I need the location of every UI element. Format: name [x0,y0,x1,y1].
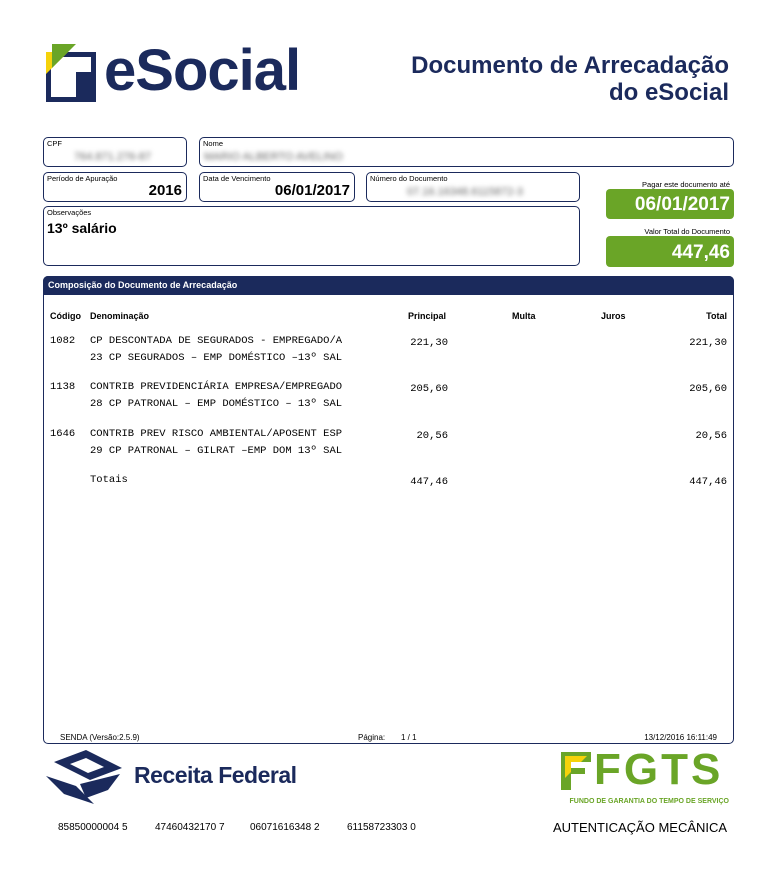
esocial-logo-icon [46,44,100,102]
barcode-number-4: 61158723303 0 [347,822,416,833]
fgts-subtitle: FUNDO DE GARANTIA DO TEMPO DE SERVIÇO [569,798,729,805]
cpf-box [43,137,187,167]
timestamp: 13/12/2016 16:11:49 [644,733,717,742]
row-denominacao-2: 23 CP SEGURADOS – EMP DOMÉSTICO –13º SAL [90,352,343,364]
barcode-number-2: 47460432170 7 [155,822,225,833]
cpf-label: CPF [47,139,62,148]
numero-value: 07.16.16348.6115872-3 [407,186,524,198]
row-principal: 20,56 [416,430,448,442]
document-title [411,52,729,106]
document-title-line1: Documento de Arrecadação [411,52,729,79]
col-total: Total [706,311,727,321]
fgts-text: FGTS [594,745,724,794]
periodo-label: Período de Apuração [47,174,118,183]
col-multa: Multa [512,311,536,321]
barcode-number-3: 06071616348 2 [250,822,320,833]
col-principal: Principal [408,311,447,321]
row-denominacao-1: CP DESCONTADA DE SEGURADOS - EMPREGADO/A [90,335,343,347]
cpf-value: 764.871.276-87 [74,151,152,163]
receita-federal-logo-icon [46,750,130,804]
vencimento-value: 06/01/2017 [274,182,350,199]
col-denominacao: Denominação [90,311,150,321]
nome-label: Nome [203,139,224,148]
nome-value: MARIO ALBERTO AVELINO [204,151,343,163]
totais-principal: 447,46 [410,476,448,488]
periodo-box [43,172,187,202]
pagina-label: Página: [358,733,386,742]
autenticacao-mecanica: AUTENTICAÇÃO MECÂNICA [553,820,728,835]
pagina-value: 1 / 1 [401,733,417,742]
vencimento-label: Data de Vencimento [203,174,271,183]
col-juros: Juros [601,311,626,321]
row-total: 20,56 [695,430,727,442]
composicao-title: Composição do Documento de Arrecadação [43,276,734,295]
barcode-number-1: 85850000004 5 [58,822,128,833]
row-total: 221,30 [689,337,727,349]
row-denominacao-2: 29 CP PATRONAL – GILRAT –EMP DOM 13º SAL [90,445,343,457]
observacoes-value: 13º salário [47,220,117,236]
row-codigo: 1646 [50,428,76,440]
receita-federal-text: Receita Federal [134,762,297,788]
row-principal: 205,60 [410,383,448,395]
row-principal: 221,30 [410,337,448,349]
document-title-line2: do eSocial [608,79,729,106]
fgts-logo-icon [561,752,591,790]
row-denominacao-1: CONTRIB PREVIDENCIÁRIA EMPRESA/EMPREGADO [90,381,343,393]
observacoes-label: Observações [47,208,92,217]
pagar-value: 06/01/2017 [606,189,734,219]
valor-total-value: 447,46 [606,236,734,267]
row-total: 205,60 [689,383,727,395]
totais-label: Totais [90,474,128,486]
pagar-label: Pagar este documento até [642,180,730,189]
senda-version: SENDA (Versão:2.5.9) [60,733,140,742]
row-denominacao-2: 28 CP PATRONAL – EMP DOMÉSTICO – 13º SAL [90,398,343,410]
numero-box [366,172,580,202]
row-denominacao-1: CONTRIB PREV RISCO AMBIENTAL/APOSENT ESP [90,428,343,440]
observacoes-box [43,206,580,266]
row-codigo: 1082 [50,335,76,347]
totais-total: 447,46 [689,476,727,488]
numero-label: Número do Documento [370,174,448,183]
vencimento-box [199,172,355,202]
valor-total-label: Valor Total do Documento [644,227,730,236]
col-codigo: Código [50,311,81,321]
composicao-table [43,276,734,744]
periodo-value: 2016 [148,182,182,199]
row-codigo: 1138 [50,381,76,393]
nome-box [199,137,734,167]
esocial-logo-text: eSocial [104,38,301,103]
